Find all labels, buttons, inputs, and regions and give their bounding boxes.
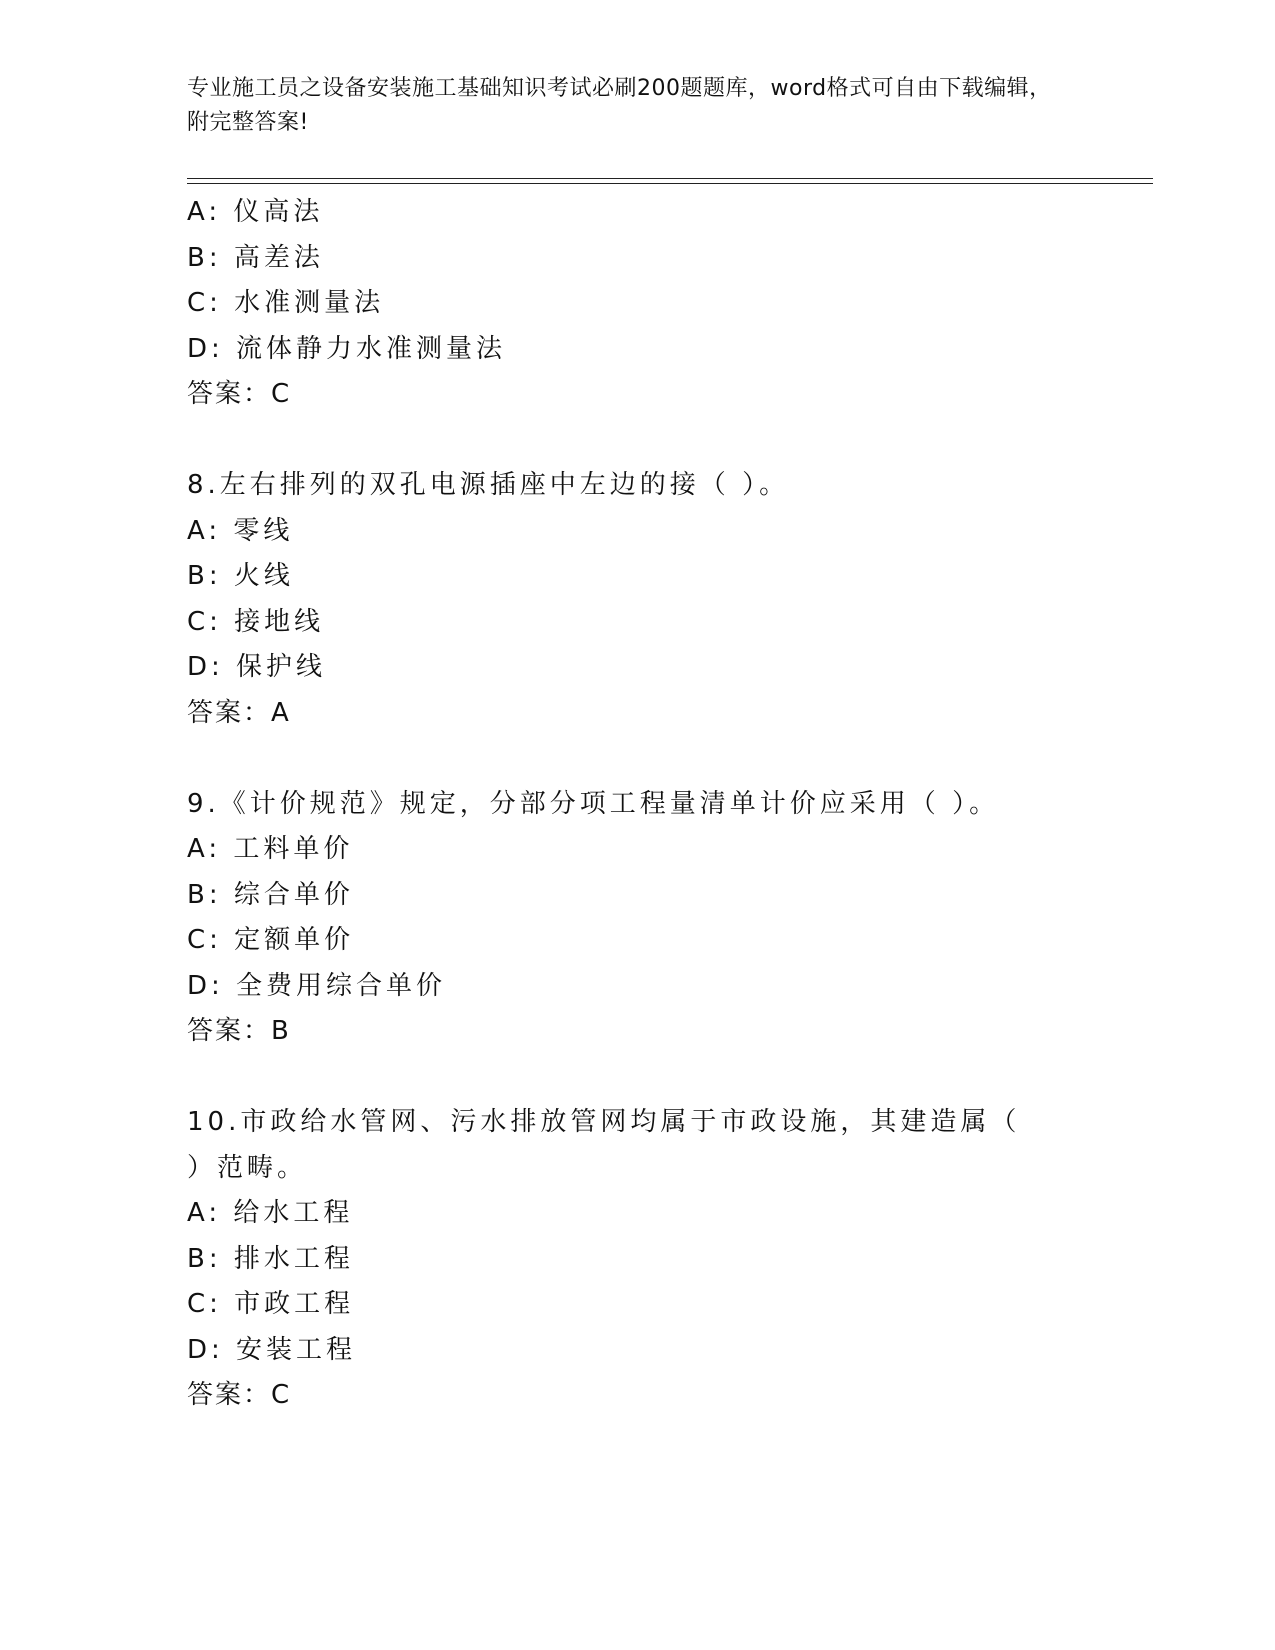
- question-list: [187, 190, 1087, 1419]
- answer-line: 答案：A: [187, 697, 291, 728]
- option-d: D: 安装工程: [187, 1334, 357, 1365]
- option-d: D: 全费用综合单价: [187, 970, 447, 1001]
- spacer: [187, 1055, 1087, 1101]
- question-text: 9.《计价规范》规定，分部分项工程量清单计价应采用（ ）。: [187, 788, 1000, 819]
- option-c: C: 市政工程: [187, 1289, 355, 1319]
- option-b: B: 综合单价: [187, 879, 354, 910]
- answer-line: 答案：C: [187, 1380, 292, 1410]
- option-d: D: 保护线: [187, 652, 327, 682]
- question-block-10: [187, 1100, 1087, 1419]
- option-b: B: 排水工程: [187, 1243, 354, 1274]
- header-rule-bottom: [187, 183, 1153, 184]
- option-b: B: 火线: [187, 561, 294, 591]
- spacer: [187, 418, 1087, 464]
- question-text: 10.市政给水管网、污水排放管网均属于市政设施，其建造属（ ）范畴。: [187, 1107, 1021, 1183]
- question-text: 8.左右排列的双孔电源插座中左边的接（ ）。: [187, 470, 790, 500]
- option-c: C: 定额单价: [187, 925, 355, 955]
- option-c: C: 接地线: [187, 606, 325, 637]
- option-a: A: 零线: [187, 515, 294, 546]
- option-a: A: 给水工程: [187, 1198, 354, 1228]
- question-block-7: [187, 190, 1087, 418]
- spacer: [187, 736, 1087, 782]
- answer-line: 答案：C: [187, 379, 292, 409]
- option-c: C: 水准测量法: [187, 288, 385, 318]
- answer-line: 答案：B: [187, 1016, 291, 1046]
- option-d: D: 流体静力水准测量法: [187, 333, 507, 364]
- question-block-8: [187, 463, 1087, 736]
- document-header: 专业施工员之设备安装施工基础知识考试必刷200题题库，word格式可自由下载编辑，附完整答案!: [187, 76, 1052, 135]
- header-rule-top: [187, 178, 1153, 179]
- option-a: A: 仪高法: [187, 197, 324, 227]
- option-b: B: 高差法: [187, 242, 324, 273]
- question-block-9: [187, 782, 1087, 1055]
- option-a: A: 工料单价: [187, 834, 354, 864]
